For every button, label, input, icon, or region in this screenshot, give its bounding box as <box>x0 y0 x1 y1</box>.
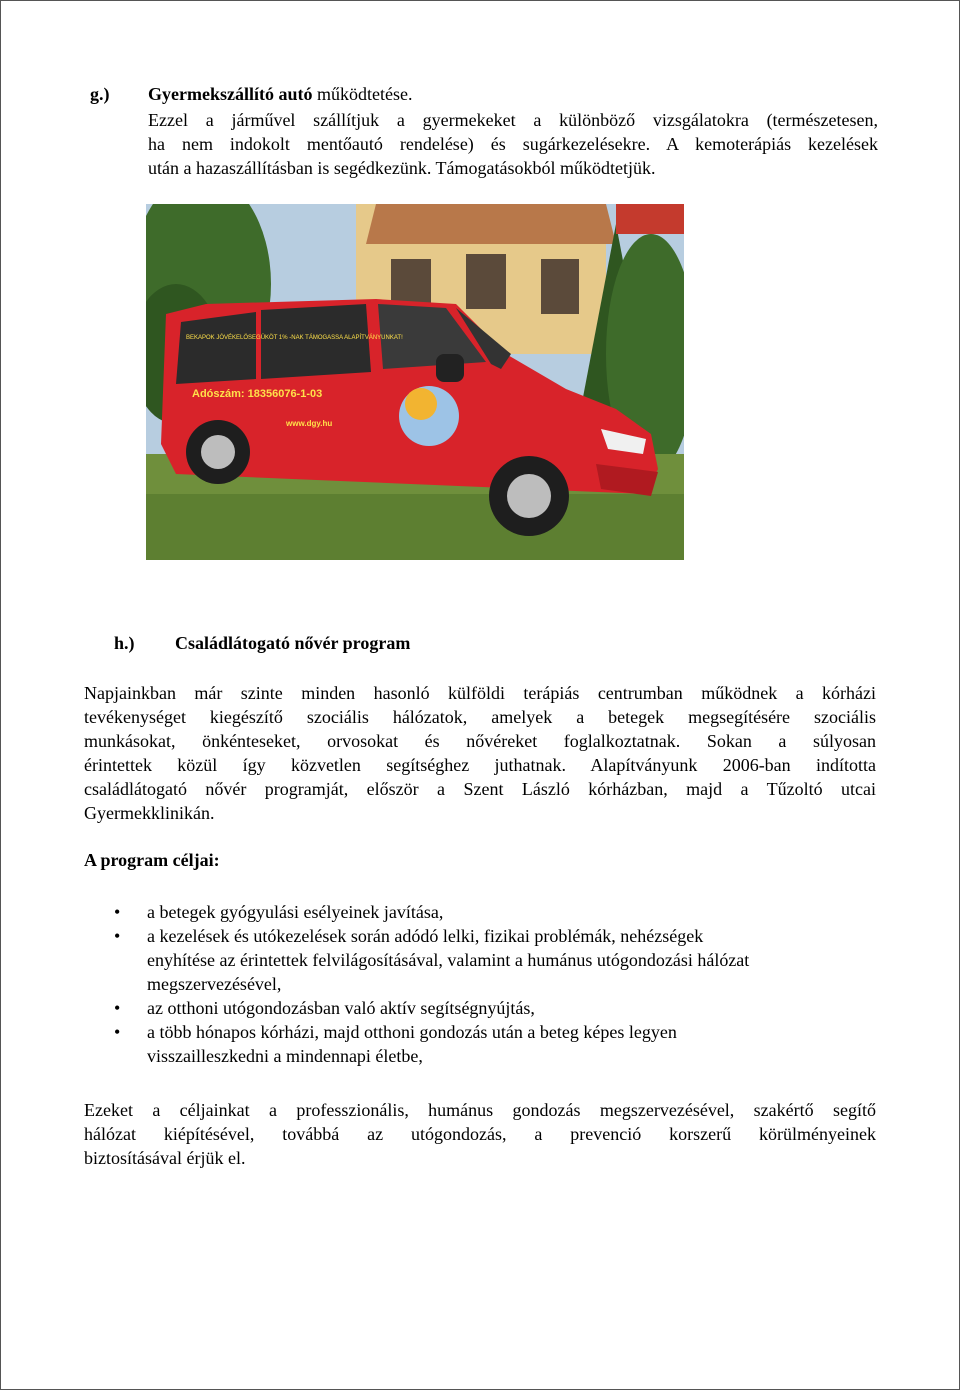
bullet-icon: • <box>114 926 121 946</box>
list-item <box>84 924 876 996</box>
section-g-title <box>148 84 412 105</box>
section-g-line: ha nem indokolt mentőautó rendelése) és sugárkezelésekre. A kemoterápiás kezelések <box>148 134 878 154</box>
van-photo <box>146 204 684 560</box>
section-g-line: Ezzel a járművel szállítjuk a gyermekeket a különböző vizsgálatokra (természetesen, <box>148 110 878 130</box>
paragraph-line: Gyermekklinikán. <box>84 803 215 823</box>
section-g-title-rest: működtetése. <box>312 84 413 104</box>
paragraph-line: érintettek közül így közvetlen segítséghez juthatnak. Alapítványunk 2006-ban indította <box>84 755 876 775</box>
list-item-line: a kezelések és utókezelések során adódó lelki, fizikai problémák, nehézségek <box>147 926 704 946</box>
paragraph-line: tevékenységet kiegészítő szociális hálózatok, amelyek a betegek megsegítésére szociális <box>84 707 876 727</box>
bullet-icon: • <box>114 998 121 1018</box>
section-g-title-bold: Gyermekszállító autó <box>148 84 313 104</box>
paragraph-line: Ezeket a céljainkat a professzionális, humánus gondozás megszervezésével, szakértő segítő <box>84 1100 876 1120</box>
van-side-text: Adószám: 18356076-1-03 <box>192 388 323 400</box>
list-item <box>84 900 876 924</box>
list-item-line: a több hónapos kórházi, majd otthoni gondozás után a beteg képes legyen <box>147 1022 677 1042</box>
list-item <box>84 996 876 1020</box>
section-g-body <box>148 108 878 180</box>
list-item-line: enyhítése az érintettek felvilágosításával, valamint a humánus utógondozási hálózat <box>147 950 750 970</box>
list-item-line: a betegek gyógyulási esélyeinek javítása, <box>147 902 444 922</box>
van-window-text: BEKAPOK JÓVÉKELÖSEGÜKÖT 1% -NAK TÁMOGASSA ALAPÍTVÁNYUNKAT! <box>186 335 403 341</box>
paragraph-line: Napjainkban már szinte minden hasonló külföldi terápiás centrumban működnek a kórházi <box>84 683 876 703</box>
paragraph-line: családlátogató nővér programját, először a Szent László kórházban, majd a Tűzoltó utcai <box>84 779 876 799</box>
goals-list <box>84 900 876 1068</box>
list-item <box>84 1020 876 1068</box>
section-h-label: h.) <box>114 633 135 653</box>
van-web-text: www.dgy.hu <box>286 419 333 428</box>
paragraph-1 <box>84 681 876 825</box>
list-item-line: visszailleszkedni a mindennapi életbe, <box>147 1046 423 1066</box>
section-h-title: Családlátogató nővér program <box>175 633 411 653</box>
section-g-label: g.) <box>90 84 110 104</box>
goals-heading: A program céljai: <box>84 850 220 870</box>
bullet-icon: • <box>114 902 121 922</box>
bullet-icon: • <box>114 1022 121 1042</box>
section-g-line: után a hazaszállításban is segédkezünk. Támogatásokból működtetjük. <box>148 158 656 178</box>
paragraph-line: munkásokat, önkénteseket, orvosokat és nővéreket foglalkoztatnak. Sokan a súlyosan <box>84 731 876 751</box>
paragraph-line: biztosításával érjük el. <box>84 1148 246 1168</box>
list-item-line: az otthoni utógondozásban való aktív segítségnyújtás, <box>147 998 535 1018</box>
paragraph-2 <box>84 1098 876 1170</box>
list-item-line: megszervezésével, <box>147 974 282 994</box>
paragraph-line: hálózat kiépítésével, továbbá az utógondozás, a prevenció korszerű körülményeinek <box>84 1124 876 1144</box>
